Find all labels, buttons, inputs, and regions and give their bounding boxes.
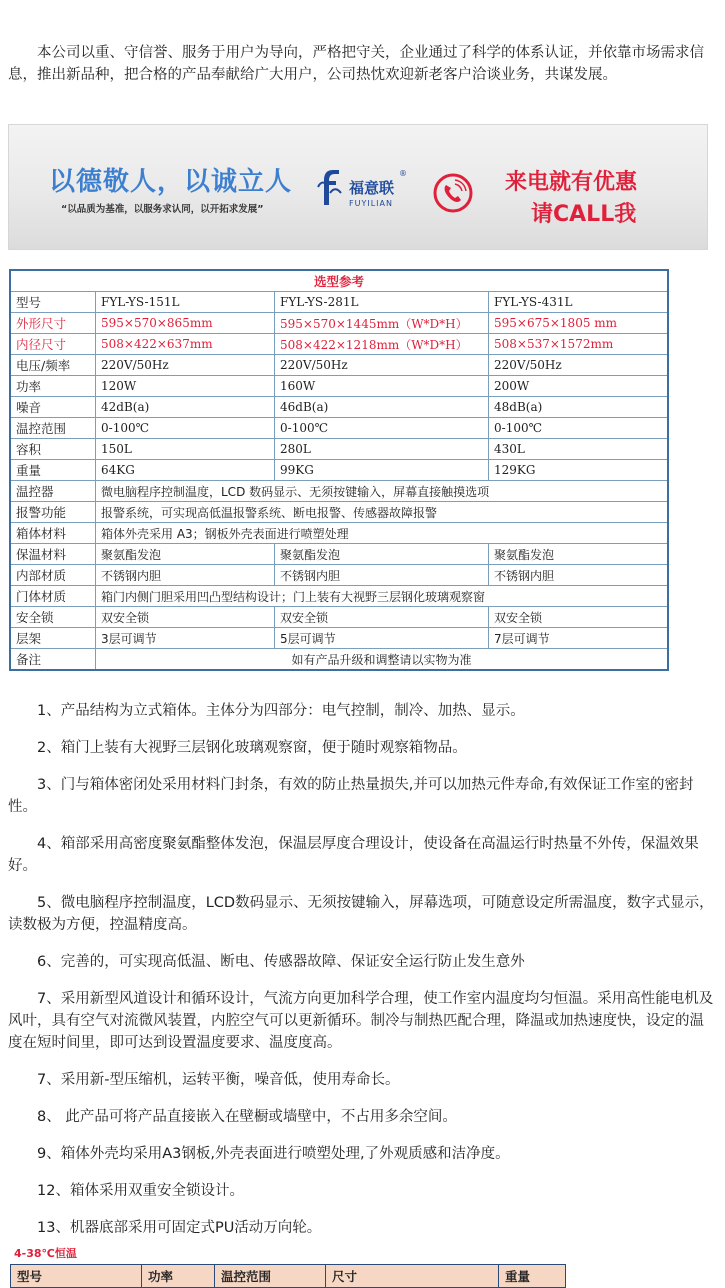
feature-item: 4、箱部采用高密度聚氨酯整体发泡，保温层厚度合理设计，使设备在高温运行时热量不外传，保温效果好。 [8,836,699,874]
spec-value: 595×570×865mm [96,313,275,334]
header-cell: 温控范围 [215,1265,326,1288]
spec-value: 160W [275,376,489,397]
spec-value: 聚氨酯发泡 [275,544,489,565]
spec-row [10,586,668,607]
spec-value: 报警系统，可实现高低温报警系统、断电报警、传感器故障报警 [96,502,669,523]
brand-name-cn: 福意联 [349,179,395,197]
spec-value: 聚氨酯发泡 [489,544,669,565]
spec-value: FYL-YS-151L [96,292,275,313]
spec-label: 容积 [10,439,96,460]
spec-label: 内径尺寸 [10,334,96,355]
spec-row [10,418,668,439]
spec-value: 220V/50Hz [275,355,489,376]
spec-value: 129KG [489,460,669,481]
spec-value: 双安全锁 [96,607,275,628]
spec-label: 内部材质 [10,565,96,586]
spec-row [10,376,668,397]
spec-row [10,523,668,544]
model-table-header [10,1264,566,1288]
spec-label: 备注 [10,649,96,671]
spec-value: 46dB(a) [275,397,489,418]
spec-label: 安全锁 [10,607,96,628]
header-cell: 重量 [499,1265,566,1288]
spec-label: 保温材料 [10,544,96,565]
spec-label: 层架 [10,628,96,649]
feature-item: 7、采用新-型压缩机，运转平衡，噪音低，使用寿命长。 [37,1072,400,1088]
spec-table [9,269,669,671]
call-line-2: 请CALL我 [531,202,637,227]
spec-value: 不锈钢内胆 [275,565,489,586]
feature-item: 3、门与箱体密闭处采用材料门封条，有效的防止热量损失,并可以加热元件寿命,有效保证工作室的密封性。 [8,777,694,815]
spec-value: 0-100℃ [96,418,275,439]
feature-item: 9、箱体外壳均采用A3钢板,外壳表面进行喷塑处理,了外观质感和洁净度。 [37,1146,510,1162]
spec-label: 功率 [10,376,96,397]
spec-value: 220V/50Hz [96,355,275,376]
spec-value: 48dB(a) [489,397,669,418]
spec-label: 外形尺寸 [10,313,96,334]
spec-value: 聚氨酯发泡 [96,544,275,565]
spec-value: 150L [96,439,275,460]
spec-row [10,460,668,481]
spec-value: 箱体外壳采用 A3；钢板外壳表面进行喷塑处理 [96,523,669,544]
spec-row [10,649,668,671]
banner-subtitle: “以品质为基准，以服务求认同，以开拓求发展” [61,204,264,215]
spec-value: 0-100℃ [489,418,669,439]
spec-label: 温控器 [10,481,96,502]
spec-value: 430L [489,439,669,460]
intro-paragraph: 本公司以重、守信誉、服务于用户为导向，严格把守关，企业通过了科学的体系认证，并依靠市场需求信息，推出新品种，把合格的产品奉献给广大用户，公司热忱欢迎新老客户洽谈业务，共谋发展。 [8,45,704,83]
feature-item: 8、 此产品可将产品直接嵌入在壁橱或墙壁中，不占用多余空间。 [37,1109,457,1125]
spec-title-row [10,270,668,292]
spec-row [10,607,668,628]
spec-label: 箱体材料 [10,523,96,544]
spec-value: 120W [96,376,275,397]
banner-slogan: 以德敬人，以诚立人 [49,167,293,197]
spec-value: 200W [489,376,669,397]
promo-banner[interactable] [8,124,708,250]
spec-label: 型号 [10,292,96,313]
spec-value: 微电脑程序控制温度，LCD 数码显示、无须按键输入，屏幕直接触摸选项 [96,481,669,502]
phone-icon [433,173,473,213]
spec-value: 220V/50Hz [489,355,669,376]
spec-row [10,628,668,649]
spec-title: 选型参考 [10,270,668,292]
feature-item: 5、微电脑程序控制温度，LCD数码显示、无须按键输入，屏幕选项，可随意设定所需温度，数字式显示，读数极为方便，控温精度高。 [8,895,714,933]
feature-item: 1、产品结构为立式箱体。主体分为四部分：电气控制，制冷、加热、显示。 [37,703,525,719]
spec-row [10,355,668,376]
spec-row [10,502,668,523]
spec-value: 508×422×1218mm（W*D*H） [275,334,489,355]
spec-row [10,397,668,418]
spec-label: 门体材质 [10,586,96,607]
feature-item: 13、机器底部采用可固定式PU活动万向轮。 [37,1220,322,1236]
spec-value: 64KG [96,460,275,481]
spec-value: 不锈钢内胆 [489,565,669,586]
feature-item: 7、采用新型风道设计和循环设计，气流方向更加科学合理，使工作室内温度均匀恒温。采用高性能电机及风叶，具有空气对流微风装置，内腔空气可以更新循环。制冷与制热匹配合理，降温或加热速度快，设定的温度在短时间里，即可达到设置温度要求、温度度高。 [8,991,714,1051]
spec-value: 7层可调节 [489,628,669,649]
feature-item: 12、箱体采用双重安全锁设计。 [37,1183,244,1199]
spec-value: FYL-YS-281L [275,292,489,313]
spec-value: 不锈钢内胆 [96,565,275,586]
spec-row [10,292,668,313]
spec-label: 电压/频率 [10,355,96,376]
header-cell: 尺寸 [326,1265,499,1288]
header-cell: 型号 [11,1265,142,1288]
spec-row [10,313,668,334]
spec-value: 5层可调节 [275,628,489,649]
feature-list [8,700,716,1254]
spec-value: FYL-YS-431L [489,292,669,313]
feature-item: 2、箱门上装有大视野三层钢化玻璃观察窗，便于随时观察箱物品。 [37,740,467,756]
spec-value: 0-100℃ [275,418,489,439]
header-cell: 功率 [142,1265,215,1288]
spec-value: 箱门内侧门胆采用凹凸型结构设计；门上装有大视野三层钢化玻璃观察窗 [96,586,669,607]
spec-label: 重量 [10,460,96,481]
spec-value: 595×570×1445mm（W*D*H） [275,313,489,334]
call-line-1: 来电就有优惠 [505,170,638,195]
spec-value: 280L [275,439,489,460]
spec-value: 42dB(a) [96,397,275,418]
spec-row [10,481,668,502]
feature-item: 6、完善的，可实现高低温、断电、传感器故障、保证安全运行防止发生意外 [37,954,525,970]
spec-label: 噪音 [10,397,96,418]
spec-note: 如有产品升级和调整请以实物为准 [96,649,669,671]
logo-f-icon [315,167,345,207]
spec-value: 595×675×1805 mm [489,313,669,334]
spec-row [10,439,668,460]
spec-label: 温控范围 [10,418,96,439]
spec-value: 双安全锁 [489,607,669,628]
spec-value: 99KG [275,460,489,481]
spec-value: 双安全锁 [275,607,489,628]
registered-mark: ® [399,169,407,178]
spec-value: 508×422×637mm [96,334,275,355]
spec-label: 报警功能 [10,502,96,523]
spec-value: 3层可调节 [96,628,275,649]
spec-row [10,334,668,355]
brand-name-en: FUYILIAN [349,199,393,208]
spec-value: 508×537×1572mm [489,334,669,355]
section-title: 4-38℃恒温 [14,1247,77,1260]
spec-row [10,565,668,586]
spec-row [10,544,668,565]
